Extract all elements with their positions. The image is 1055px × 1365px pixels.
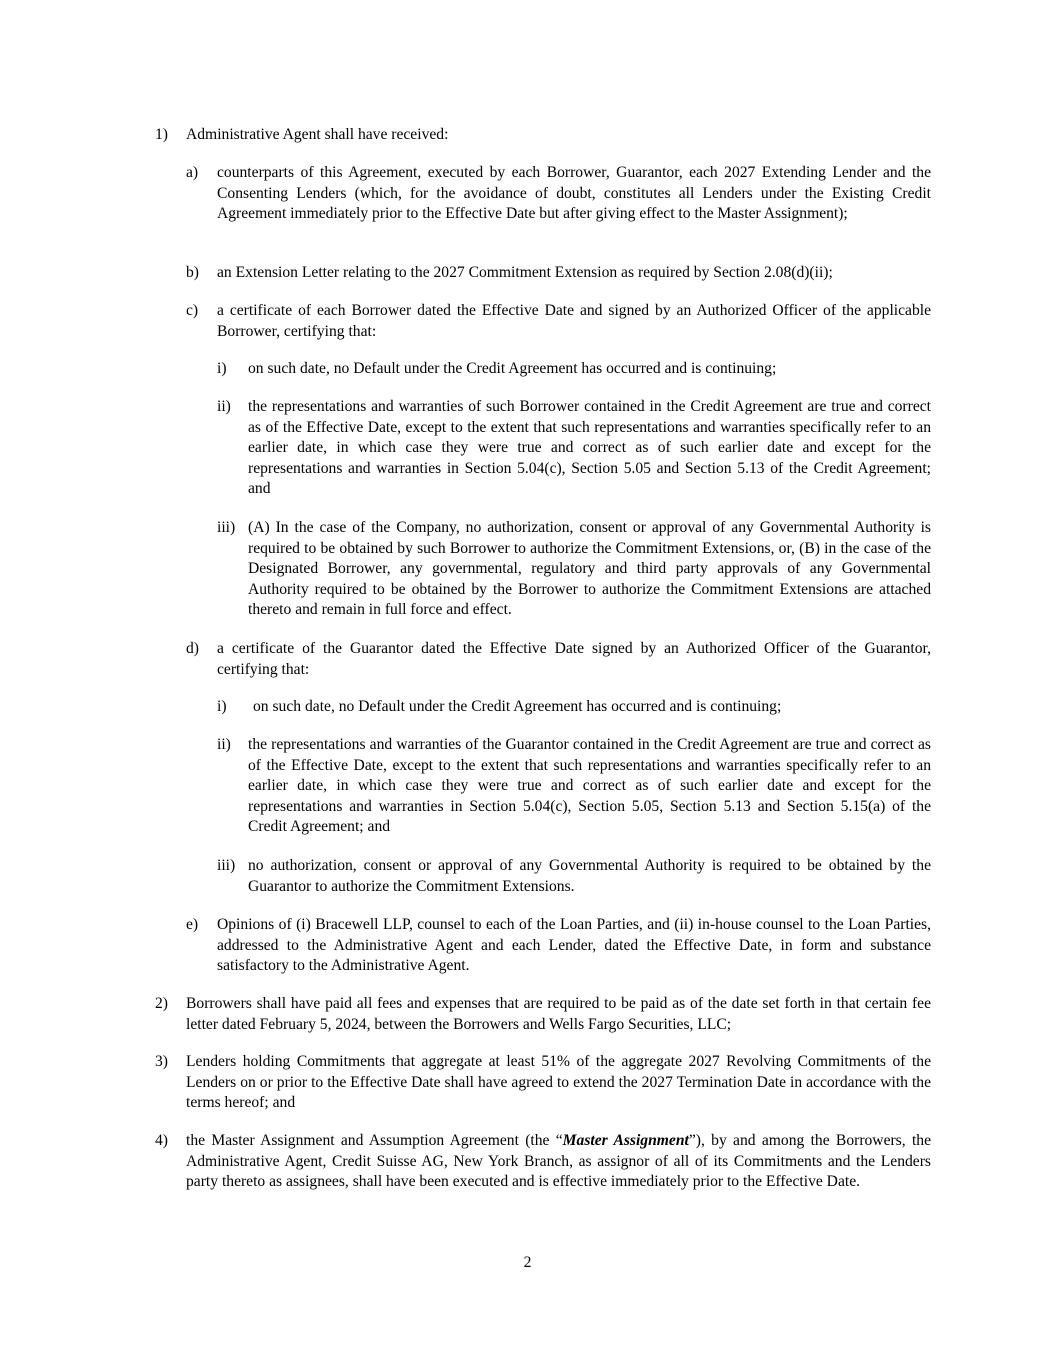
list-item-1a bbox=[186, 163, 931, 225]
list-item-1d-iii bbox=[217, 856, 931, 897]
list-item-1d-i bbox=[217, 697, 931, 718]
list-item-text: the representations and warranties of such Borrower contained in the Credit Agreement are true and correct as of the Effective Date, except to the extent that such representations and warranties specifically refer to an earlier date, in which case they were true and correct as of such earlier date and except for the representations and warranties in Section 5.04(c), Section 5.05 and Section 5.13 of the Credit Agreement; and bbox=[248, 398, 931, 498]
list-marker: i) bbox=[217, 360, 227, 377]
list-item-text: Opinions of (i) Bracewell LLP, counsel to each of the Loan Parties, and (ii) in-house counsel to the Loan Parties, addressed to the Administrative Agent and each Lender, dated the Effective Date, in form and substance satisfactory to the Administrative Agent. bbox=[217, 916, 931, 975]
list-item-text: on such date, no Default under the Credit Agreement has occurred and is continuing; bbox=[253, 698, 782, 715]
list-item-text: the representations and warranties of the Guarantor contained in the Credit Agreement are true and correct as of the Effective Date, except to the extent that such representations and warranties specifically refer to an earlier date, in which case they were true and correct as of such earlier date and except for the representations and warranties in Section 5.04(c), Section 5.05, Section 5.13 and Section 5.15(a) of the Credit Agreement; and bbox=[248, 736, 931, 836]
list-item-1c bbox=[186, 301, 931, 342]
list-item-text: Administrative Agent shall have received: bbox=[186, 126, 449, 143]
list-item-text: an Extension Letter relating to the 2027 Commitment Extension as required by Section 2.08(d)(ii); bbox=[217, 264, 833, 281]
list-item-1c-ii bbox=[217, 397, 931, 500]
list-marker: ii) bbox=[217, 736, 231, 753]
list-item-text: (A) In the case of the Company, no authorization, consent or approval of any Governmental Authority is required to be obtained by such Borrower to authorize the Commitment Extensions, or, (B) in the case of the Designated Borrower, any governmental, regulatory and third party approvals of any Governmental Authority required to be obtained by the Borrower to authorize the Commitment Extensions are attached thereto and remain in full force and effect. bbox=[248, 519, 931, 619]
list-marker: iii) bbox=[217, 857, 236, 874]
list-item-text: no authorization, consent or approval of any Governmental Authority is required to be obtained by the Guarantor to authorize the Commitment Extensions. bbox=[248, 857, 931, 895]
list-marker: ii) bbox=[217, 398, 231, 415]
list-item-1d-ii bbox=[217, 735, 931, 838]
text-after-term: ”), by and among the Borrowers, the Administrative Agent, Credit Suisse AG, New York Branch, as assignor of all of its Commitments and the Lenders party thereto as assignees, shall have been executed and is effective immediately prior to the Effective Date. bbox=[186, 1132, 931, 1191]
list-item-2 bbox=[155, 994, 931, 1035]
list-marker: c) bbox=[186, 302, 199, 319]
list-item-text: a certificate of each Borrower dated the Effective Date and signed by an Authorized Officer of the applicable Borrower, certifying that: bbox=[217, 302, 931, 340]
list-item-text: on such date, no Default under the Credit Agreement has occurred and is continuing; bbox=[248, 360, 777, 377]
list-marker: iii) bbox=[217, 519, 236, 536]
list-item-text: counterparts of this Agreement, executed by each Borrower, Guarantor, each 2027 Extending Lender and the Consenting Lenders (which, for the avoidance of doubt, constitutes all Lenders under the Existing Credit Agreement immediately prior to the Effective Date but after giving effect to the Master Assignment); bbox=[217, 164, 931, 223]
list-item-text: Borrowers shall have paid all fees and expenses that are required to be paid as of the date set forth in that certain fee letter dated February 5, 2024, between the Borrowers and Wells Fargo Securities, LLC; bbox=[186, 995, 931, 1033]
page-number: 2 bbox=[523, 1254, 532, 1271]
list-item-1b bbox=[186, 263, 931, 284]
list-marker: a) bbox=[186, 164, 199, 181]
list-marker: e) bbox=[186, 916, 199, 933]
list-item-text: a certificate of the Guarantor dated the Effective Date signed by an Authorized Officer of the Guarantor, certifying that: bbox=[217, 640, 931, 678]
text-before-term: the Master Assignment and Assumption Agreement (the “ bbox=[186, 1132, 563, 1149]
list-marker: 1) bbox=[155, 126, 168, 143]
list-marker: 2) bbox=[155, 995, 168, 1012]
defined-term: Master Assignment bbox=[562, 1132, 689, 1149]
list-item-1 bbox=[155, 125, 931, 146]
list-item-1c-i bbox=[217, 359, 931, 380]
list-marker: 3) bbox=[155, 1053, 168, 1070]
list-item-4 bbox=[155, 1131, 931, 1193]
list-item-3 bbox=[155, 1052, 931, 1114]
list-marker: 4) bbox=[155, 1132, 168, 1149]
list-item-1c-iii bbox=[217, 518, 931, 621]
list-item-1e bbox=[186, 915, 931, 977]
list-marker: b) bbox=[186, 264, 199, 281]
list-marker: i) bbox=[217, 698, 227, 715]
list-marker: d) bbox=[186, 640, 199, 657]
list-item-text bbox=[186, 1131, 931, 1193]
list-item-text: Lenders holding Commitments that aggregate at least 51% of the aggregate 2027 Revolving Commitments of the Lenders on or prior to the Effective Date shall have agreed to extend the 2027 Termination Date in accordance with the terms hereof; and bbox=[186, 1053, 931, 1112]
list-item-1d bbox=[186, 639, 931, 680]
